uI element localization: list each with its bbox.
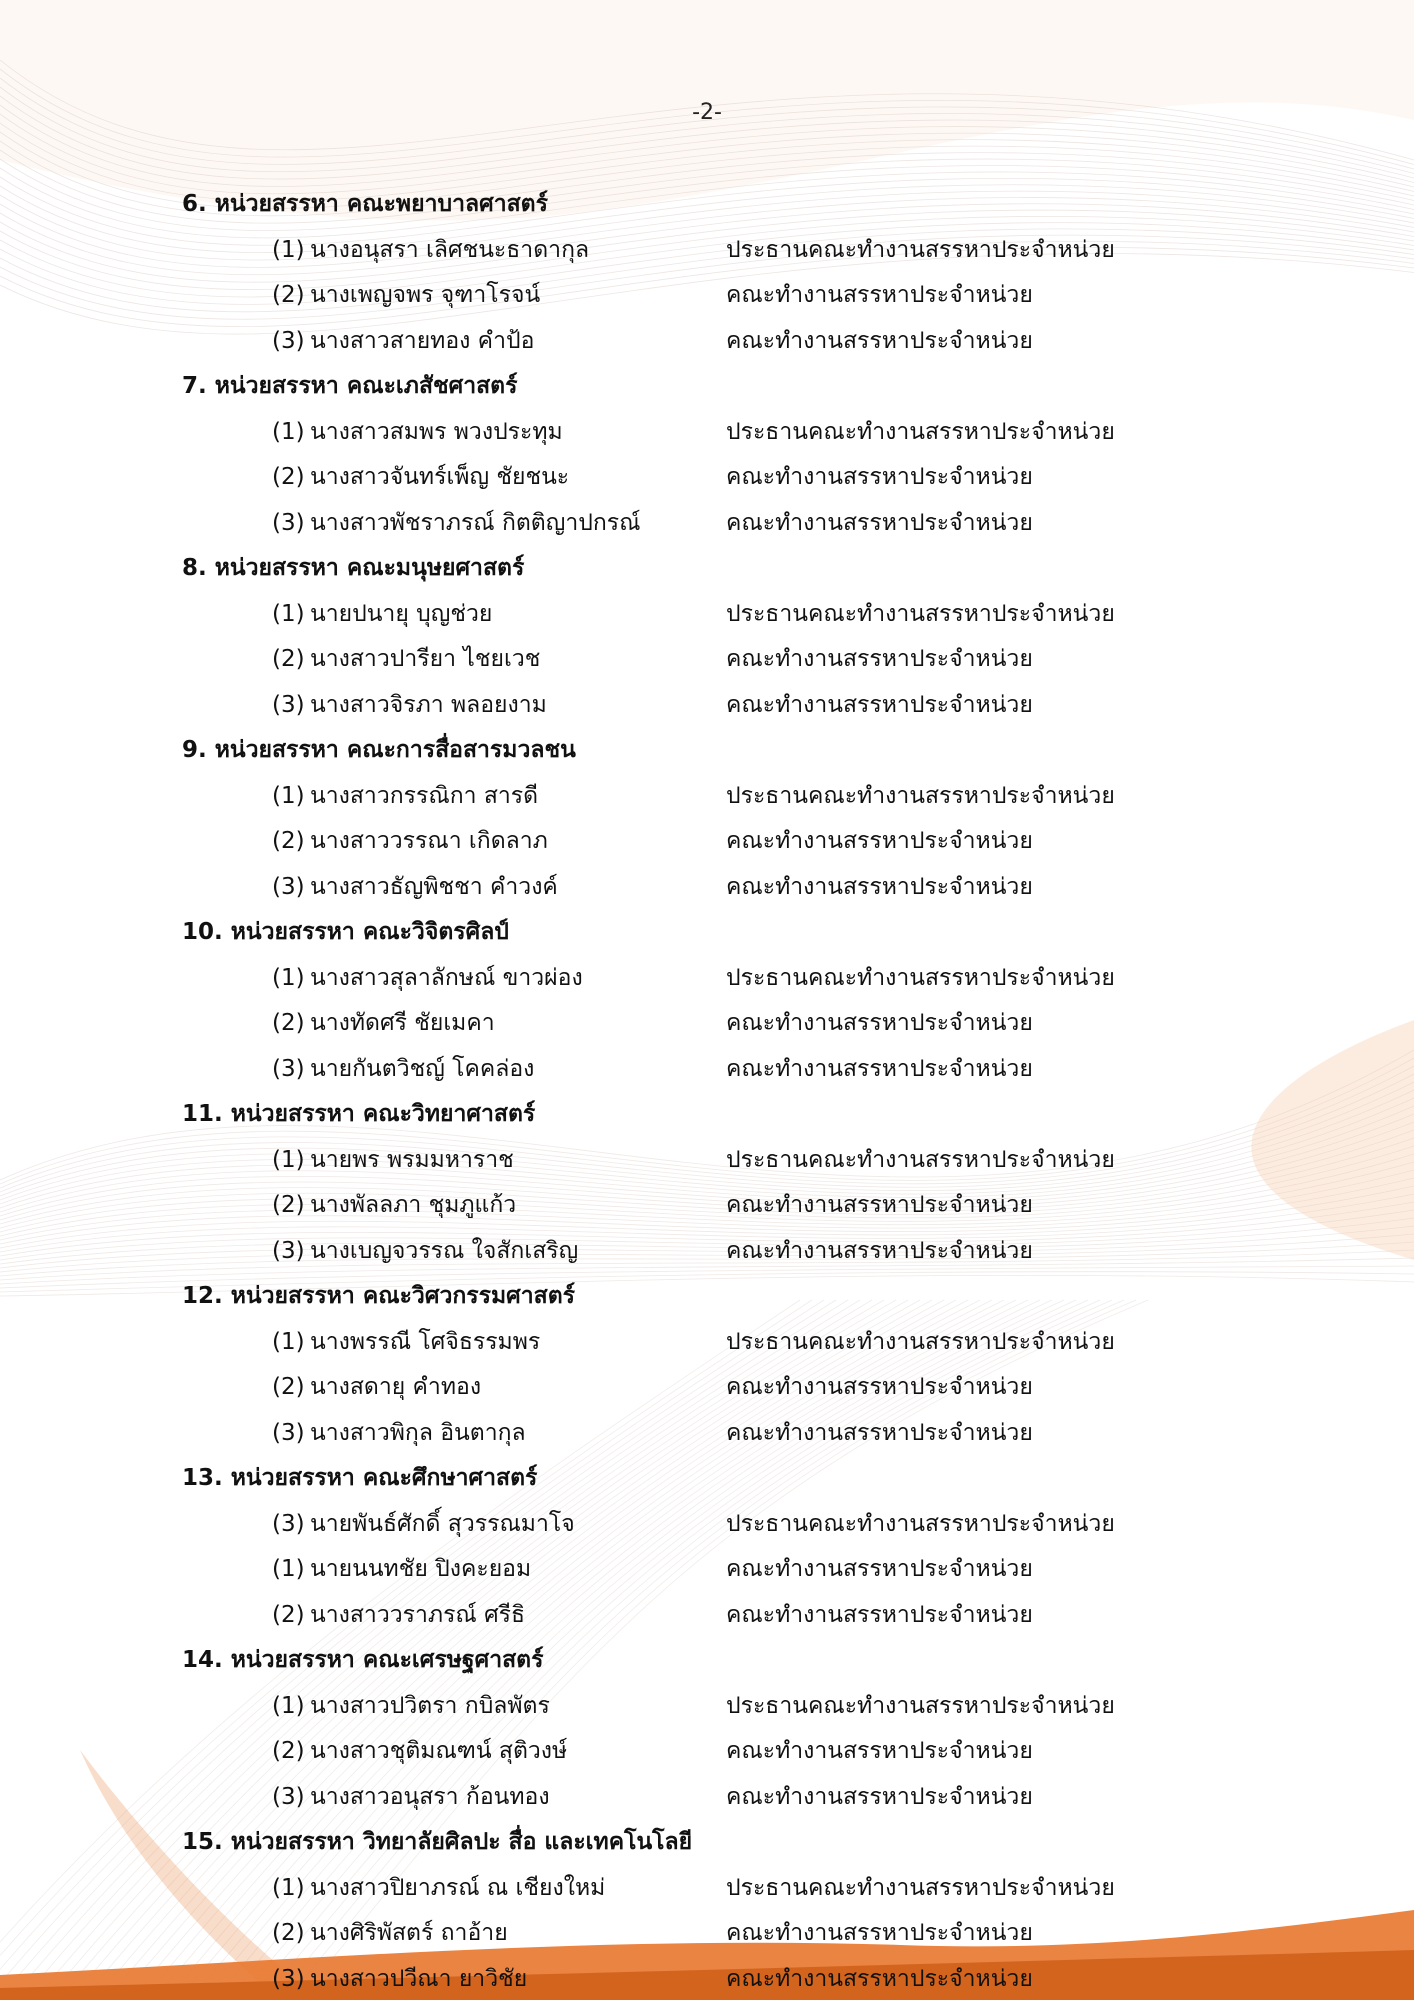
member-row — [0, 865, 1414, 911]
member-name: นางทัดศรี ชัยเมคา — [310, 1001, 495, 1047]
member-role: ประธานคณะทำงานสรรหาประจำหน่วย — [726, 1320, 1115, 1366]
member-index: (1) — [272, 1138, 305, 1184]
unit-heading: 7. หน่วยสรรหา คณะเภสัชศาสตร์ — [0, 364, 1414, 410]
unit-heading: 12. หน่วยสรรหา คณะวิศวกรรมศาสตร์ — [0, 1274, 1414, 1320]
member-name: นายปนายุ บุญช่วย — [310, 592, 492, 638]
member-name: นางสาวปวีณา ยาวิชัย — [310, 1957, 527, 2002]
recruitment-unit — [0, 728, 1414, 910]
member-name: นางสาวพิกุล อินตากุล — [310, 1411, 526, 1457]
member-name: นางสาวจิรภา พลอยงาม — [310, 683, 547, 729]
member-role: คณะทำงานสรรหาประจำหน่วย — [726, 501, 1033, 547]
member-role: ประธานคณะทำงานสรรหาประจำหน่วย — [726, 592, 1115, 638]
recruitment-unit — [0, 1092, 1414, 1274]
member-role: คณะทำงานสรรหาประจำหน่วย — [726, 1593, 1033, 1639]
committee-list — [0, 182, 1414, 2002]
member-row — [0, 501, 1414, 547]
member-role: คณะทำงานสรรหาประจำหน่วย — [726, 455, 1033, 501]
member-role: ประธานคณะทำงานสรรหาประจำหน่วย — [726, 228, 1115, 274]
unit-heading: 6. หน่วยสรรหา คณะพยาบาลศาสตร์ — [0, 182, 1414, 228]
member-name: นางสาวสุลาลักษณ์ ขาวผ่อง — [310, 956, 583, 1002]
unit-heading: 8. หน่วยสรรหา คณะมนุษยศาสตร์ — [0, 546, 1414, 592]
recruitment-unit — [0, 364, 1414, 546]
member-row — [0, 1593, 1414, 1639]
member-index: (2) — [272, 1001, 305, 1047]
member-name: นางพรรณี โศจิธรรมพร — [310, 1320, 540, 1366]
member-index: (3) — [272, 1047, 305, 1093]
member-index: (2) — [272, 1365, 305, 1411]
member-name: นางสาวพัชราภรณ์ กิตติญาปกรณ์ — [310, 501, 640, 547]
member-role: ประธานคณะทำงานสรรหาประจำหน่วย — [726, 410, 1115, 456]
member-name: นางสาวอนุสรา ก้อนทอง — [310, 1775, 550, 1821]
member-index: (3) — [272, 683, 305, 729]
unit-heading: 10. หน่วยสรรหา คณะวิจิตรศิลป์ — [0, 910, 1414, 956]
member-row — [0, 956, 1414, 1002]
recruitment-unit — [0, 1274, 1414, 1456]
member-row — [0, 1001, 1414, 1047]
member-index: (3) — [272, 1502, 305, 1548]
member-name: นายพันธ์ศักดิ์ สุวรรณมาโจ — [310, 1502, 575, 1548]
member-index: (1) — [272, 774, 305, 820]
member-name: นายกันตวิชญ์ โคคล่อง — [310, 1047, 534, 1093]
member-name: นางเพญจพร จุฑาโรจน์ — [310, 273, 540, 319]
recruitment-unit — [0, 546, 1414, 728]
unit-heading: 9. หน่วยสรรหา คณะการสื่อสารมวลชน — [0, 728, 1414, 774]
member-index: (2) — [272, 1911, 305, 1957]
member-row — [0, 1729, 1414, 1775]
member-role: คณะทำงานสรรหาประจำหน่วย — [726, 683, 1033, 729]
member-row — [0, 228, 1414, 274]
member-index: (1) — [272, 1547, 305, 1593]
member-name: นางเบญจวรรณ ใจสักเสริญ — [310, 1229, 578, 1275]
member-row — [0, 273, 1414, 319]
member-name: นางสาวปวิตรา กบิลพัตร — [310, 1684, 550, 1730]
member-role: คณะทำงานสรรหาประจำหน่วย — [726, 1001, 1033, 1047]
member-role: คณะทำงานสรรหาประจำหน่วย — [726, 1547, 1033, 1593]
member-role: คณะทำงานสรรหาประจำหน่วย — [726, 319, 1033, 365]
member-name: นางสดายุ คำทอง — [310, 1365, 481, 1411]
member-row — [0, 1320, 1414, 1366]
member-role: คณะทำงานสรรหาประจำหน่วย — [726, 1047, 1033, 1093]
member-row — [0, 1547, 1414, 1593]
member-role: คณะทำงานสรรหาประจำหน่วย — [726, 1411, 1033, 1457]
member-role: คณะทำงานสรรหาประจำหน่วย — [726, 637, 1033, 683]
member-name: นางสาวกรรณิกา สารดี — [310, 774, 538, 820]
recruitment-unit — [0, 1638, 1414, 1820]
recruitment-unit — [0, 1456, 1414, 1638]
member-index: (3) — [272, 865, 305, 911]
member-name: นางสาวปิยาภรณ์ ณ เชียงใหม่ — [310, 1866, 605, 1912]
member-row — [0, 1138, 1414, 1184]
member-row — [0, 592, 1414, 638]
member-index: (3) — [272, 319, 305, 365]
member-name: นางสาวธัญพิชชา คำวงค์ — [310, 865, 558, 911]
member-role: คณะทำงานสรรหาประจำหน่วย — [726, 1729, 1033, 1775]
member-role: คณะทำงานสรรหาประจำหน่วย — [726, 865, 1033, 911]
recruitment-unit — [0, 182, 1414, 364]
member-index: (2) — [272, 819, 305, 865]
member-role: คณะทำงานสรรหาประจำหน่วย — [726, 1911, 1033, 1957]
member-role: ประธานคณะทำงานสรรหาประจำหน่วย — [726, 1866, 1115, 1912]
member-index: (3) — [272, 1411, 305, 1457]
member-name: นางสาววรรณา เกิดลาภ — [310, 819, 548, 865]
unit-heading: 13. หน่วยสรรหา คณะศึกษาศาสตร์ — [0, 1456, 1414, 1502]
member-index: (2) — [272, 1183, 305, 1229]
unit-heading: 15. หน่วยสรรหา วิทยาลัยศิลปะ สื่อ และเทคโนโลยี — [0, 1820, 1414, 1866]
member-row — [0, 1911, 1414, 1957]
member-index: (2) — [272, 273, 305, 319]
member-row — [0, 1502, 1414, 1548]
member-row — [0, 774, 1414, 820]
page-number: -2- — [0, 100, 1414, 125]
member-index: (3) — [272, 501, 305, 547]
member-index: (3) — [272, 1229, 305, 1275]
member-row — [0, 455, 1414, 501]
member-index: (3) — [272, 1775, 305, 1821]
member-role: คณะทำงานสรรหาประจำหน่วย — [726, 1957, 1033, 2002]
member-row — [0, 1775, 1414, 1821]
member-name: นางสาวชุติมณฑน์ สุติวงษ์ — [310, 1729, 567, 1775]
member-index: (1) — [272, 1320, 305, 1366]
member-name: นางพัลลภา ชุมภูแก้ว — [310, 1183, 516, 1229]
member-row — [0, 637, 1414, 683]
member-role: คณะทำงานสรรหาประจำหน่วย — [726, 273, 1033, 319]
member-index: (2) — [272, 1593, 305, 1639]
member-row — [0, 1047, 1414, 1093]
member-name: นางสาววราภรณ์ ศรีธิ — [310, 1593, 525, 1639]
recruitment-unit — [0, 1820, 1414, 2002]
member-name: นางสาวสายทอง คำป้อ — [310, 319, 534, 365]
member-name: นางสาวจันทร์เพ็ญ ชัยชนะ — [310, 455, 569, 501]
member-name: นางสาวสมพร พวงประทุม — [310, 410, 563, 456]
member-index: (1) — [272, 228, 305, 274]
member-index: (1) — [272, 1684, 305, 1730]
member-role: ประธานคณะทำงานสรรหาประจำหน่วย — [726, 1138, 1115, 1184]
member-name: นายนนทชัย ปิงคะยอม — [310, 1547, 531, 1593]
member-role: คณะทำงานสรรหาประจำหน่วย — [726, 1365, 1033, 1411]
recruitment-unit — [0, 910, 1414, 1092]
member-index: (1) — [272, 956, 305, 1002]
member-row — [0, 819, 1414, 865]
member-index: (1) — [272, 1866, 305, 1912]
member-row — [0, 1866, 1414, 1912]
member-row — [0, 1365, 1414, 1411]
member-row — [0, 410, 1414, 456]
member-row — [0, 1229, 1414, 1275]
unit-heading: 14. หน่วยสรรหา คณะเศรษฐศาสตร์ — [0, 1638, 1414, 1684]
member-role: ประธานคณะทำงานสรรหาประจำหน่วย — [726, 1502, 1115, 1548]
member-row — [0, 1684, 1414, 1730]
member-role: คณะทำงานสรรหาประจำหน่วย — [726, 1775, 1033, 1821]
member-index: (2) — [272, 637, 305, 683]
member-role: คณะทำงานสรรหาประจำหน่วย — [726, 1229, 1033, 1275]
member-index: (3) — [272, 1957, 305, 2002]
member-name: นางศิริพัสตร์ ถาอ้าย — [310, 1911, 508, 1957]
member-role: ประธานคณะทำงานสรรหาประจำหน่วย — [726, 1684, 1115, 1730]
member-index: (2) — [272, 455, 305, 501]
member-index: (1) — [272, 410, 305, 456]
member-row — [0, 1183, 1414, 1229]
member-index: (1) — [272, 592, 305, 638]
member-name: นางอนุสรา เลิศชนะธาดากุล — [310, 228, 589, 274]
member-index: (2) — [272, 1729, 305, 1775]
member-row — [0, 319, 1414, 365]
member-role: คณะทำงานสรรหาประจำหน่วย — [726, 819, 1033, 865]
unit-heading: 11. หน่วยสรรหา คณะวิทยาศาสตร์ — [0, 1092, 1414, 1138]
member-name: นางสาวปารียา ไชยเวช — [310, 637, 540, 683]
member-row — [0, 683, 1414, 729]
member-row — [0, 1957, 1414, 2002]
member-role: ประธานคณะทำงานสรรหาประจำหน่วย — [726, 774, 1115, 820]
member-role: คณะทำงานสรรหาประจำหน่วย — [726, 1183, 1033, 1229]
member-row — [0, 1411, 1414, 1457]
member-name: นายพร พรมมหาราช — [310, 1138, 514, 1184]
member-role: ประธานคณะทำงานสรรหาประจำหน่วย — [726, 956, 1115, 1002]
